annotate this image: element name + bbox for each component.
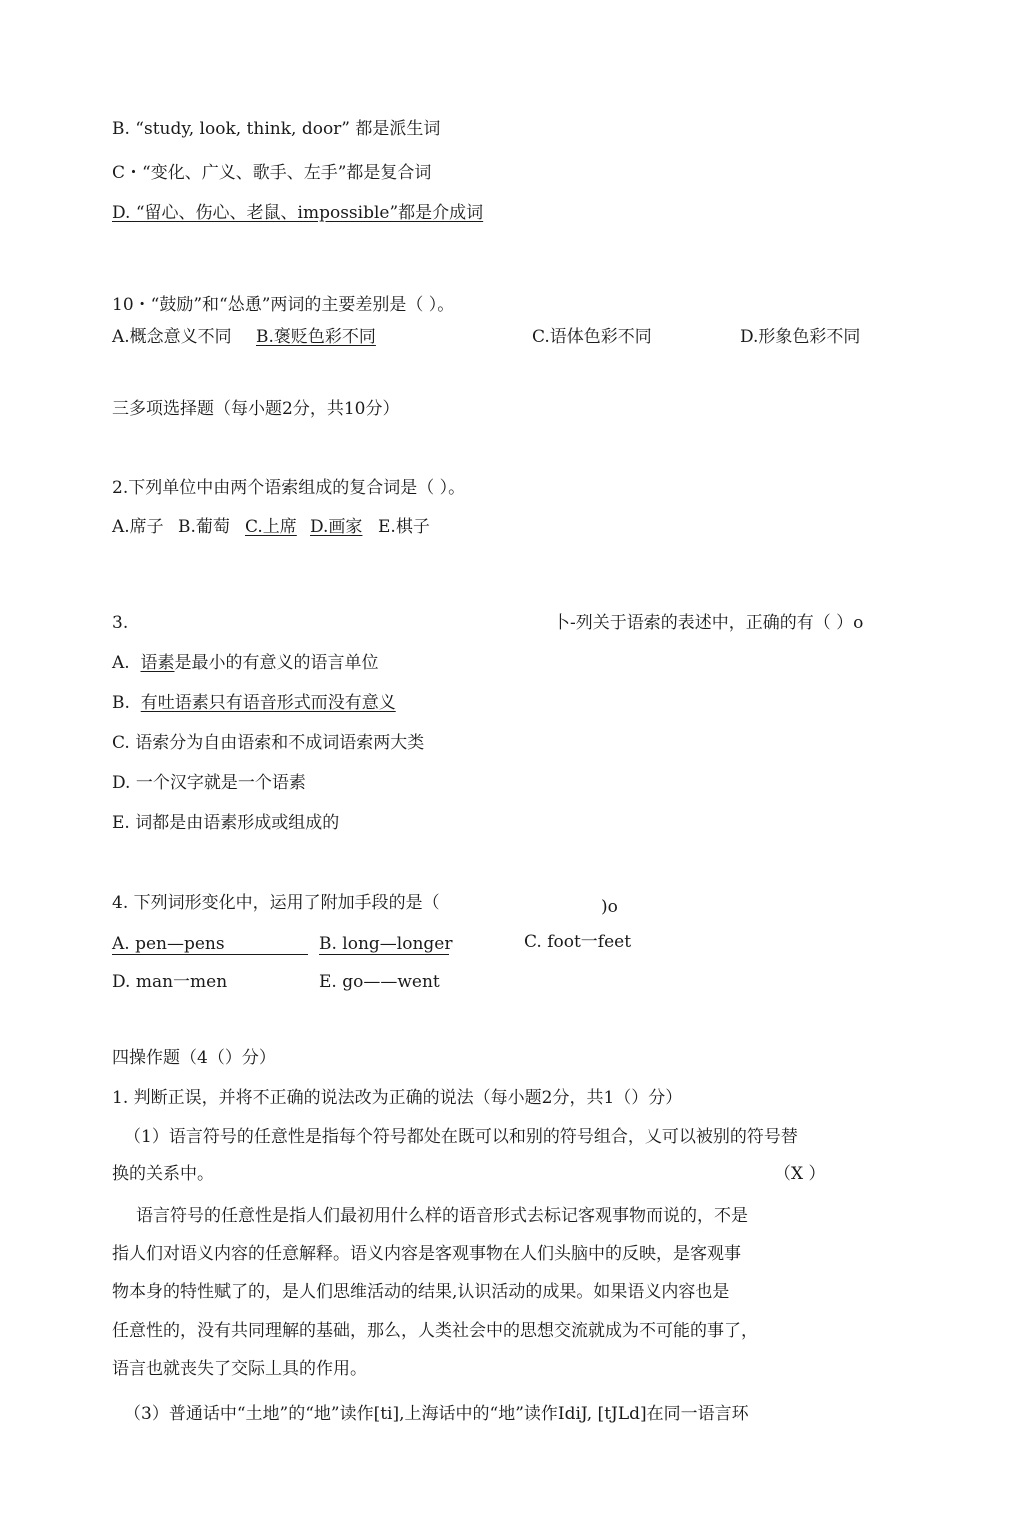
section-4-q1-stem: 1. 判断正误，并将不正确的说法改为正确的说法（每小题2分，共1（）分） — [112, 1088, 683, 1108]
q3-option-d: D. 一个汉字就是一个语素 — [112, 773, 306, 793]
q10-option-c: C.语体色彩不同 — [532, 327, 652, 347]
q2-option-c: C.上席 — [245, 517, 297, 537]
q3-option-a-underlined: 语素 — [140, 653, 175, 673]
q10-option-a: A.概念意义不同 — [112, 327, 232, 347]
q2-option-e: E.棋子 — [378, 517, 430, 537]
q4-stem-end: )o — [601, 897, 618, 917]
q3-number: 3. — [112, 613, 129, 633]
q3-option-a-letter: A. — [112, 653, 130, 673]
q4-option-b: B. long—longer — [319, 934, 453, 954]
q4-option-a: A. pen—pens — [112, 934, 308, 955]
item-3-line-1: （3）普通话中“土地”的“地”读作[ti],上海话中的“地”读作IdiJ, [tJLd]在同一语言环 — [124, 1404, 749, 1424]
q3-option-e: E. 词都是由语素形成或组成的 — [112, 813, 340, 833]
q4-stem: 4. 下列词形变化中，运用了附加手段的是（ — [112, 893, 440, 913]
q10-stem: 10・“鼓励”和“怂恿”两词的主要差别是（ ）。 — [112, 295, 455, 315]
q3-option-a-rest: 是最小的有意义的语言单位 — [174, 653, 379, 673]
q10-option-b: B.褒贬色彩不同 — [256, 327, 376, 347]
q2-option-a: A.席子 — [112, 517, 164, 537]
q3-option-b — [112, 692, 396, 714]
q2-stem: 2.下列单位中由两个语索组成的复合词是（ ）。 — [112, 478, 466, 498]
q9-option-b: B. “study, look, think, door” 都是派生词 — [112, 119, 441, 139]
section-3-title: 三多项选择题（每小题2分，共10分） — [112, 399, 400, 419]
q2-option-b: B.葡萄 — [178, 517, 230, 537]
q4-option-d: D. man一men — [112, 972, 228, 992]
answer-line-2: 指人们对语义内容的任意解释。语义内容是客观事物在人们头脑中的反映，是客观事 — [112, 1244, 741, 1264]
section-4-title: 四操作题（4（）分） — [112, 1048, 276, 1068]
item-1-line-1: （1）语言符号的任意性是指每个符号都处在既可以和别的符号组合，乂可以被别的符号替 — [124, 1127, 798, 1147]
answer-line-1: 语言符号的任意性是指人们最初用什么样的语音形式去标记客观事物而说的，不是 — [136, 1206, 748, 1226]
item-1-line-2: 换的关系中。 — [112, 1164, 214, 1184]
q9-option-c: C・“变化、广义、歌手、左手”都是复合词 — [112, 163, 432, 183]
q3-option-c: C. 语索分为自由语索和不成词语索两大类 — [112, 733, 425, 753]
answer-line-3: 物本身的特性赋了的，是人们思维活动的结果,认识活动的成果。如果语义内容也是 — [112, 1282, 730, 1302]
q3-option-b-underlined: 有吐语素只有语音形式而没有意义 — [140, 693, 396, 713]
q3-option-b-letter: B. — [112, 693, 130, 713]
q4-option-c: C. foot一feet — [524, 932, 632, 952]
q2-option-d: D.画家 — [310, 517, 363, 537]
q3-option-a — [112, 652, 379, 674]
q4-option-e: E. go——went — [319, 972, 440, 992]
answer-line-5: 语言也就丧失了交际丄具的作用。 — [112, 1359, 367, 1379]
q10-option-d: D.形象色彩不同 — [740, 327, 861, 347]
item-1-mark: （X ） — [774, 1164, 826, 1184]
answer-line-4: 任意性的，没有共同理解的基础，那么，人类社会中的思想交流就成为不可能的事了， — [112, 1321, 758, 1341]
q9-option-d: D. “留心、伤心、老鼠、impossible”都是介成词 — [112, 203, 484, 223]
q3-stem: 卜-列关于语索的表述中，正确的有（ ）o — [553, 613, 864, 633]
